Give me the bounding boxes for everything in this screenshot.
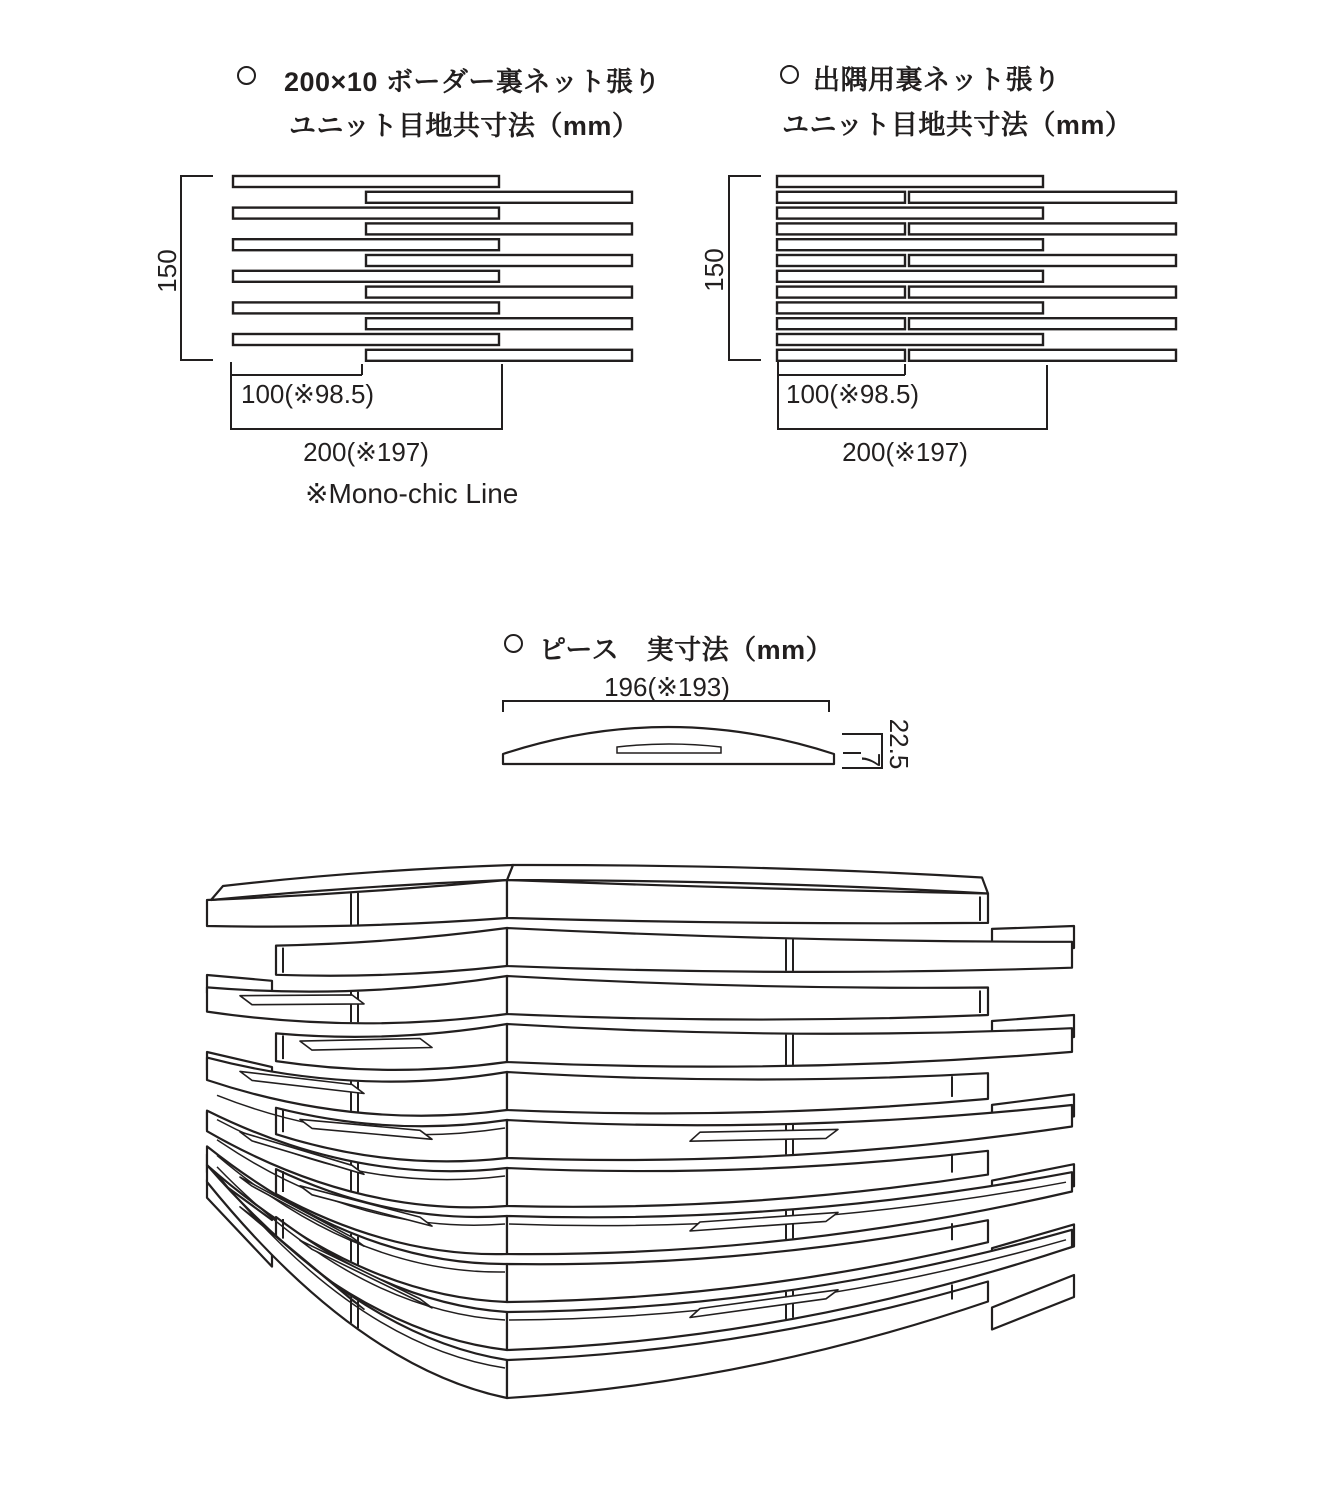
tile-bar — [366, 287, 632, 298]
tile-bar — [909, 223, 1176, 234]
tile-bar — [233, 176, 499, 187]
height-dimension-label: 150 — [699, 248, 729, 292]
unit-right-title: 出隅用裏ネット張り — [813, 65, 1061, 95]
tile-bar — [777, 287, 905, 298]
tile-bar — [777, 271, 1043, 282]
board-right — [507, 1024, 1072, 1067]
board-right — [507, 1072, 988, 1113]
board-right — [507, 976, 988, 1020]
mono-chic-note: ※Mono-chic Line — [305, 478, 519, 509]
full-width-label: 200(※197) — [303, 437, 429, 467]
tile-bar — [777, 350, 905, 361]
tile-bar — [366, 255, 632, 266]
tile-bar — [366, 318, 632, 329]
tile-bar — [909, 318, 1176, 329]
tile-bar — [366, 192, 632, 203]
unit-left-subtitle: ユニット目地共寸法（mm） — [289, 111, 640, 141]
tile-bar — [233, 239, 499, 250]
half-width-label: 100(※98.5) — [241, 379, 375, 409]
tile-bar — [909, 287, 1176, 298]
tile-bar — [777, 255, 905, 266]
tile-bar — [777, 334, 1043, 345]
tile-bar — [909, 192, 1176, 203]
height-dimension-bracket — [181, 176, 213, 360]
tile-bar — [233, 271, 499, 282]
length-dimension-label: 196(※193) — [604, 672, 730, 702]
height-dimension-label: 150 — [152, 249, 182, 293]
foot-rib-left — [240, 995, 364, 1005]
piece-section-diagram — [455, 618, 935, 793]
tile-bar — [233, 302, 499, 313]
foot-rib-left — [300, 1039, 432, 1051]
tile-bar — [777, 223, 905, 234]
unit-right-bar-pattern — [777, 176, 1176, 361]
tile-bar — [777, 239, 1043, 250]
piece-title: ピース 実寸法（mm） — [539, 635, 834, 665]
tile-bar — [233, 334, 499, 345]
thickness-dimension-label: 22.5 — [884, 718, 914, 770]
tile-bar — [233, 208, 499, 219]
unit-left-title: 200×10 ボーダー裏ネット張り — [284, 67, 661, 97]
tile-bar — [909, 350, 1176, 361]
board-left — [276, 928, 507, 976]
circle-bullet-icon — [237, 66, 256, 85]
tile-bar — [777, 302, 1043, 313]
unit-left-diagram — [150, 160, 650, 525]
tile-bar — [366, 223, 632, 234]
edge-dimension-label: 7 — [856, 752, 886, 768]
circle-bullet-icon — [780, 65, 799, 84]
full-width-label: 200(※197) — [842, 437, 968, 467]
unit-left-bar-pattern — [233, 176, 632, 361]
far-board-right — [992, 1275, 1074, 1330]
half-width-label: 100(※98.5) — [786, 379, 920, 409]
unit-right-subtitle: ユニット目地共寸法（mm） — [782, 110, 1133, 140]
tile-bar — [777, 318, 905, 329]
tile-bar — [777, 208, 1043, 219]
board-right — [507, 928, 1072, 972]
corner-stack-3d-drawing — [185, 850, 1150, 1440]
tile-bar — [909, 255, 1176, 266]
unit-right-diagram — [690, 160, 1238, 480]
tile-bar — [366, 350, 632, 361]
piece-profile-outline — [503, 727, 834, 764]
length-dimension-bracket — [503, 701, 829, 712]
tile-bar — [777, 192, 905, 203]
height-dimension-bracket — [729, 176, 761, 360]
tile-bar — [777, 176, 1043, 187]
